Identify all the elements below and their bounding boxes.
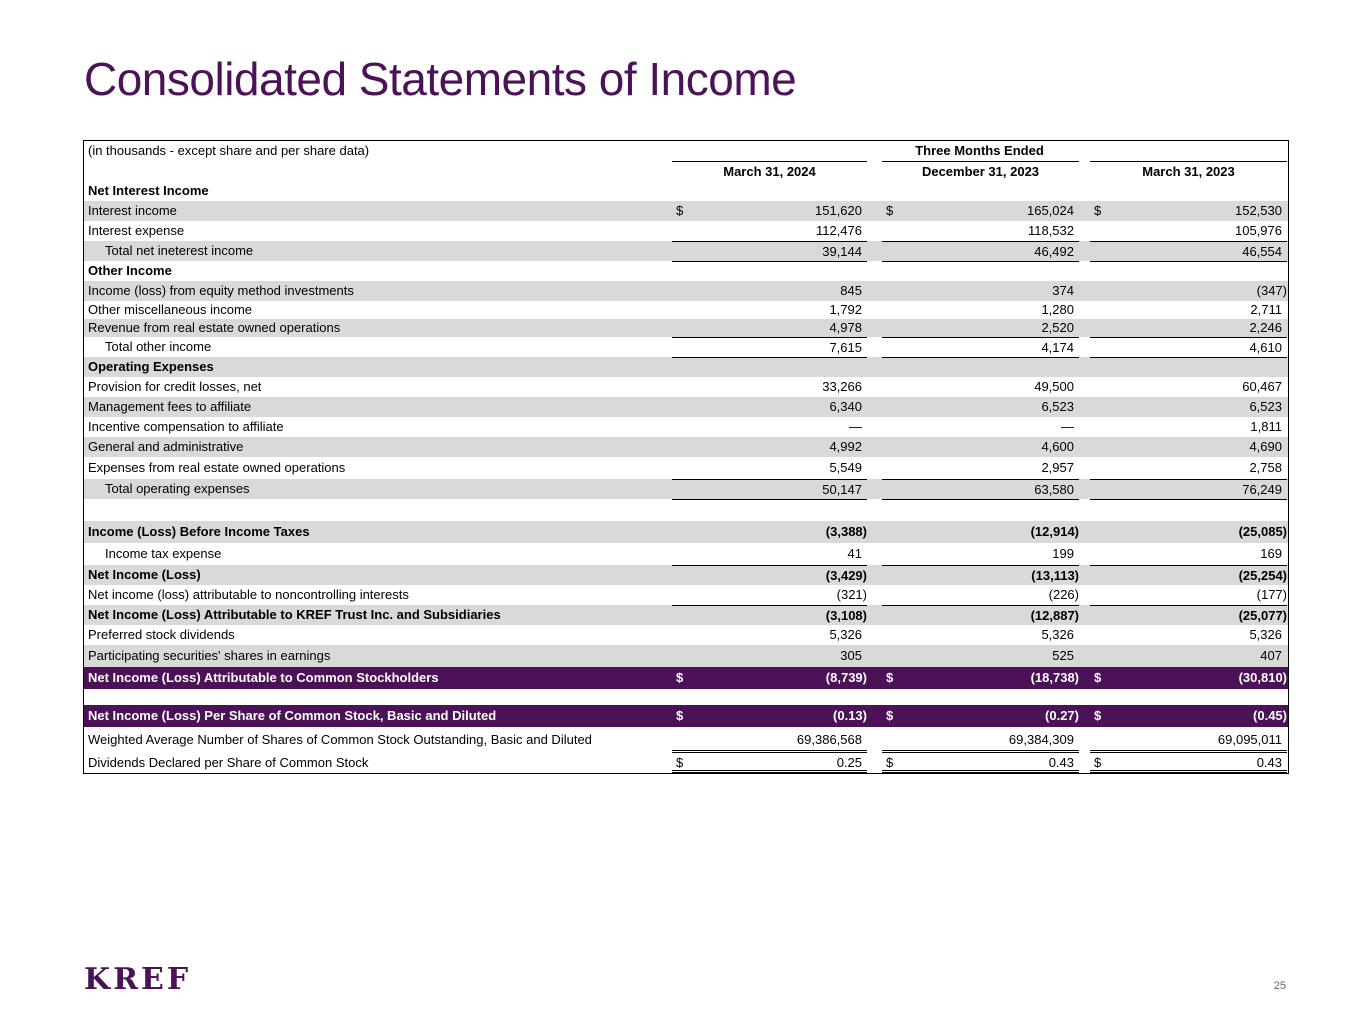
currency-symbol: $ (1094, 203, 1102, 218)
row-label: Total operating expenses (105, 481, 250, 496)
income-statement-table (83, 140, 1289, 774)
page-number: 25 (1273, 980, 1286, 992)
spacer-row (84, 499, 1288, 521)
table-row (84, 565, 1288, 585)
table-row (84, 457, 1288, 479)
row-label: Interest income (88, 203, 177, 218)
currency-symbol: $ (1094, 670, 1102, 685)
section-label: Other Income (88, 263, 172, 278)
units-note: (in thousands - except share and per share data) (88, 143, 370, 158)
value: 5,326 (829, 627, 862, 642)
column-header: March 31, 2024 (672, 161, 867, 181)
value: 4,992 (829, 439, 862, 454)
row-label: Provision for credit losses, net (88, 379, 262, 394)
value: 151,620 (815, 203, 862, 218)
row-label: Other miscellaneous income (88, 302, 253, 317)
value: 41 (847, 546, 862, 561)
table-row (84, 585, 1288, 605)
value: (25,085) (1238, 524, 1287, 539)
value: 4,610 (1249, 340, 1282, 355)
row-label: Net Income (Loss) Per Share of Common Stock, Basic and Diluted (88, 708, 497, 723)
value: (0.13) (833, 708, 867, 723)
value: 60,467 (1242, 379, 1282, 394)
value: 112,476 (815, 223, 862, 238)
value: 76,249 (1242, 482, 1282, 497)
value: 0.25 (836, 755, 862, 770)
value: 2,246 (1249, 320, 1282, 335)
value: (3,108) (825, 608, 867, 623)
row-label: Net income (loss) attributable to noncontrolling interests (88, 587, 409, 602)
table-row (84, 241, 1288, 261)
table-row (84, 377, 1288, 397)
currency-symbol: $ (676, 203, 684, 218)
value: 0.43 (1048, 755, 1074, 770)
row-label: Income (Loss) Before Income Taxes (88, 524, 310, 539)
value: 5,326 (1249, 627, 1282, 642)
highlight-row (84, 705, 1288, 727)
value: 2,711 (1250, 302, 1282, 317)
value: 118,532 (1027, 223, 1074, 238)
value: (12,887) (1030, 608, 1079, 623)
row-label: Incentive compensation to affiliate (88, 419, 284, 434)
value: 69,386,568 (796, 732, 862, 747)
value: 6,523 (1249, 399, 1282, 414)
value: (0.27) (1045, 708, 1079, 723)
value: (13,113) (1031, 568, 1079, 583)
value: 63,580 (1034, 482, 1074, 497)
value: 152,530 (1235, 203, 1282, 218)
column-header: December 31, 2023 (882, 161, 1079, 181)
table-header-row (84, 141, 1288, 161)
value: (18,738) (1030, 670, 1079, 685)
value: 2,758 (1249, 460, 1282, 475)
table-row (84, 753, 1288, 773)
row-label: Management fees to affiliate (88, 399, 252, 414)
value: 845 (840, 283, 862, 298)
table-row (84, 201, 1288, 221)
value: 199 (1052, 546, 1074, 561)
value: (30,810) (1238, 670, 1287, 685)
value: 50,147 (822, 482, 862, 497)
value: 4,978 (829, 320, 862, 335)
currency-symbol: $ (886, 670, 894, 685)
value: 407 (1260, 648, 1282, 663)
table-row (84, 337, 1288, 357)
table-row (84, 727, 1288, 753)
table-row (84, 437, 1288, 457)
value: 169 (1260, 546, 1282, 561)
row-label: Revenue from real estate owned operations (88, 320, 341, 335)
currency-symbol: $ (676, 708, 684, 723)
table-row (84, 625, 1288, 645)
value: 2,957 (1041, 460, 1074, 475)
table-row (84, 319, 1288, 337)
highlight-row (84, 667, 1288, 689)
row-label: Income (loss) from equity method investments (88, 283, 354, 298)
page-title: Consolidated Statements of Income (84, 53, 797, 105)
row-label: Participating securities' shares in earnings (88, 648, 331, 663)
value: 165,024 (1027, 203, 1074, 218)
currency-symbol: $ (886, 755, 894, 770)
currency-symbol: $ (1094, 755, 1102, 770)
value: 46,492 (1034, 244, 1074, 259)
row-label: Total net ineterest income (105, 243, 254, 258)
table-row (84, 605, 1288, 625)
value: 4,174 (1041, 340, 1074, 355)
value: 5,549 (829, 460, 862, 475)
value: 69,384,309 (1008, 732, 1074, 747)
value: 5,326 (1041, 627, 1074, 642)
currency-symbol: $ (676, 670, 684, 685)
section-label: Net Interest Income (88, 183, 209, 198)
value: (25,254) (1238, 568, 1287, 583)
table-row (84, 543, 1288, 565)
row-label: Dividends Declared per Share of Common Stock (88, 755, 369, 770)
value: 69,095,011 (1217, 732, 1282, 747)
currency-symbol: $ (886, 203, 894, 218)
value: 46,554 (1242, 244, 1282, 259)
value: — (849, 419, 862, 434)
value: 33,266 (822, 379, 862, 394)
value: 105,976 (1235, 223, 1282, 238)
row-label: Weighted Average Number of Shares of Common Stock Outstanding, Basic and Diluted (88, 732, 592, 747)
period-header: Three Months Ended (915, 143, 1044, 158)
table-row (84, 417, 1288, 437)
value: 0.43 (1256, 755, 1282, 770)
table-row (84, 221, 1288, 241)
section-header (84, 357, 1288, 377)
value: (347) (1256, 283, 1287, 298)
value: (3,429) (825, 568, 867, 583)
section-header (84, 181, 1288, 201)
column-header-row (84, 161, 1288, 181)
section-header (84, 261, 1288, 281)
value: 39,144 (822, 244, 862, 259)
value: 7,615 (829, 340, 862, 355)
row-label: Net Income (Loss) (88, 567, 201, 582)
row-label: Preferred stock dividends (88, 627, 235, 642)
value: (3,388) (825, 524, 867, 539)
table-row (84, 281, 1288, 301)
row-label: Expenses from real estate owned operations (88, 460, 346, 475)
value: (25,077) (1238, 608, 1287, 623)
column-header: March 31, 2023 (1090, 161, 1287, 181)
value: 1,280 (1041, 302, 1074, 317)
value: 374 (1052, 283, 1074, 298)
value: 305 (840, 648, 862, 663)
value: (8,739) (825, 670, 867, 685)
value: 49,500 (1034, 379, 1074, 394)
currency-symbol: $ (676, 755, 684, 770)
row-label: General and administrative (88, 439, 244, 454)
row-label: Net Income (Loss) Attributable to Common Stockholders (88, 670, 439, 685)
row-label: Total other income (105, 339, 212, 354)
table-row (84, 397, 1288, 417)
value: 6,523 (1041, 399, 1074, 414)
section-label: Operating Expenses (88, 359, 214, 374)
value: 1,792 (829, 302, 862, 317)
value: (12,914) (1030, 524, 1079, 539)
value: (226) (1048, 587, 1079, 602)
table-row (84, 301, 1288, 319)
value: 6,340 (829, 399, 862, 414)
spacer-row (84, 689, 1288, 705)
value: (177) (1256, 587, 1287, 602)
table-row (84, 521, 1288, 543)
table-row (84, 645, 1288, 667)
value: 4,600 (1041, 439, 1074, 454)
table-row (84, 479, 1288, 499)
row-label: Income tax expense (105, 546, 222, 561)
currency-symbol: $ (886, 708, 894, 723)
value: 2,520 (1041, 320, 1074, 335)
row-label: Net Income (Loss) Attributable to KREF Trust Inc. and Subsidiaries (88, 607, 501, 622)
value: (321) (836, 587, 867, 602)
currency-symbol: $ (1094, 708, 1102, 723)
value: 1,811 (1250, 419, 1282, 434)
kref-logo: KREF (84, 962, 192, 997)
value: 4,690 (1249, 439, 1282, 454)
row-label: Interest expense (88, 223, 185, 238)
value: (0.45) (1253, 708, 1287, 723)
value: — (1061, 419, 1074, 434)
value: 525 (1052, 648, 1074, 663)
